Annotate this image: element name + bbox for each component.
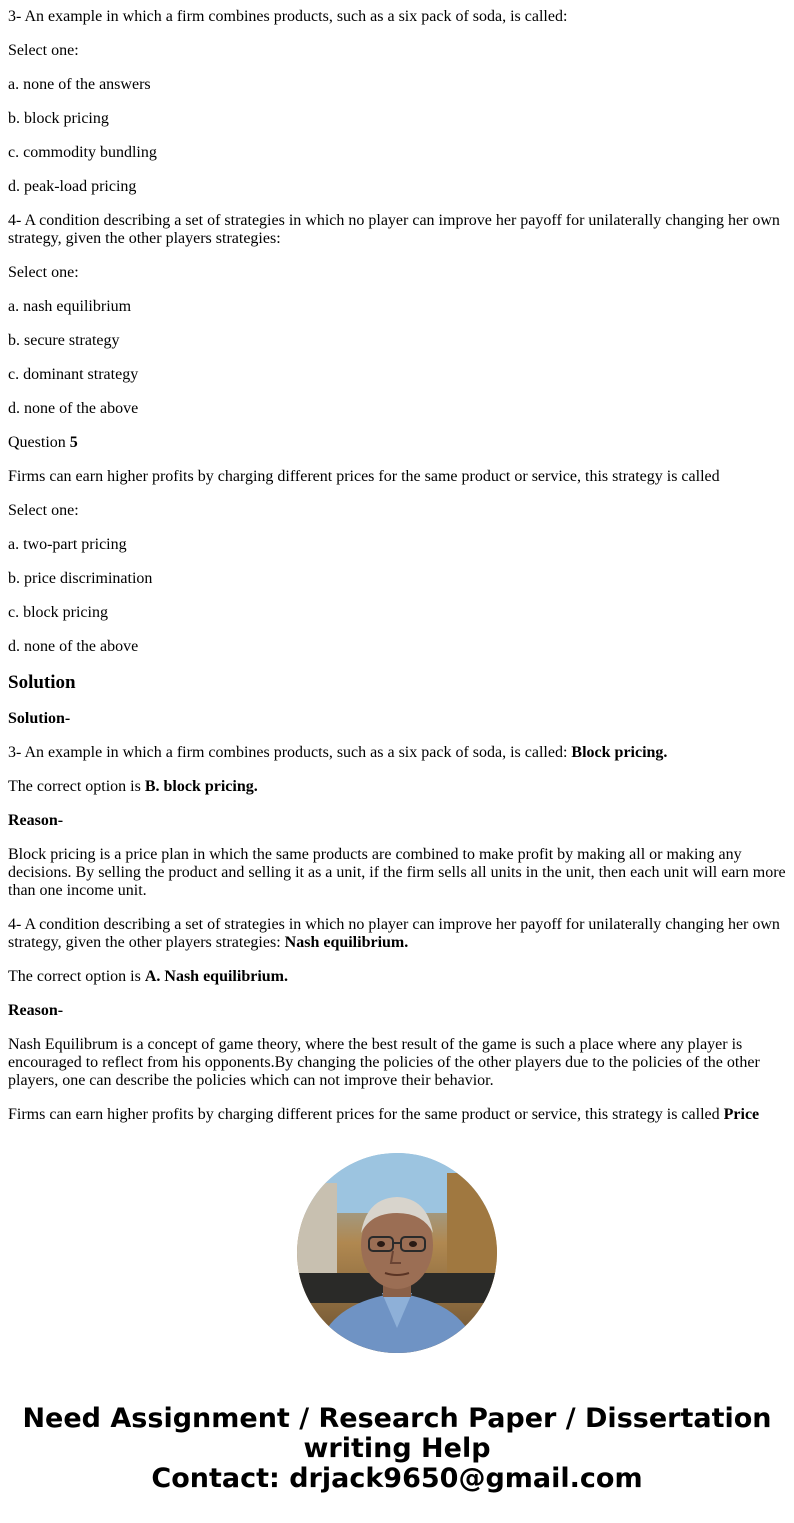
q4-option-b: b. secure strategy [8, 332, 120, 349]
q4-prompt: 4- A condition describing a set of strategies in which no player can improve her payoff for unilaterally changing her own strategy, given the other players strategies: [8, 212, 780, 247]
q5-number: 5 [69, 434, 78, 451]
a4-correct-prefix: The correct option is [8, 968, 145, 985]
a3-statement [8, 744, 788, 762]
q5-option-a: a. two-part pricing [8, 536, 127, 553]
a4-correct [8, 968, 788, 986]
a4-statement [8, 916, 788, 952]
q4-option-d: d. none of the above [8, 400, 139, 417]
author-photo [297, 1153, 497, 1353]
a4-text: 4- A condition describing a set of strategies in which no player can improve her payoff for unilaterally changing her own strategy, given the other players strategies: [8, 916, 780, 951]
promo-banner [0, 1404, 794, 1494]
q4-select-one: Select one: [8, 264, 79, 281]
q5-option-b: b. price discrimination [8, 570, 153, 587]
a3-correct [8, 778, 788, 796]
a3-text: 3- An example in which a firm combines products, such as a six pack of soda, is called: [8, 744, 572, 761]
a5-answer: Price [723, 1106, 760, 1123]
q3-prompt: 3- An example in which a firm combines products, such as a six pack of soda, is called: [8, 8, 568, 25]
q4-option-c: c. dominant strategy [8, 366, 139, 383]
q3-option-b: b. block pricing [8, 110, 109, 127]
a5-statement [8, 1106, 788, 1124]
a3-correct-option: B. block pricing. [144, 778, 258, 795]
document-body [8, 0, 788, 1124]
q5-option-d: d. none of the above [8, 638, 139, 655]
a4-reason: Nash Equilibrum is a concept of game theory, where the best result of the game is such a place where any player is encouraged to reflect from his opponents.By changing the policies of the other players due to the policies of the other players, one can describe the policies which can not improve their behavior. [8, 1036, 760, 1089]
a3-correct-prefix: The correct option is [8, 778, 145, 795]
q4-option-a: a. nash equilibrium [8, 298, 132, 315]
q5-label: Question [8, 434, 66, 451]
solution-label: Solution- [8, 710, 71, 727]
a4-answer: Nash equilibrium. [284, 934, 409, 951]
a5-text: Firms can earn higher profits by charging different prices for the same product or service, this strategy is called [8, 1106, 724, 1123]
a4-correct-option: A. Nash equilibrium. [144, 968, 288, 985]
a3-answer: Block pricing. [571, 744, 668, 761]
q5-select-one: Select one: [8, 502, 79, 519]
q3-select-one: Select one: [8, 42, 79, 59]
q5-prompt: Firms can earn higher profits by charging different prices for the same product or service, this strategy is called [8, 468, 720, 485]
promo-line-2: writing Help [303, 1433, 491, 1464]
q5-heading [8, 434, 788, 452]
promo-line-1: Need Assignment / Research Paper / Dissertation [22, 1403, 772, 1434]
q3-option-c: c. commodity bundling [8, 144, 157, 161]
avatar [297, 1153, 497, 1353]
a4-reason-label: Reason- [8, 1002, 64, 1019]
q3-option-d: d. peak-load pricing [8, 178, 137, 195]
q3-option-a: a. none of the answers [8, 76, 151, 93]
a3-reason-label: Reason- [8, 812, 64, 829]
a3-reason: Block pricing is a price plan in which the same products are combined to make profit by making all or making any decisions. By selling the product and selling it as a unit, if the firm sells all units in the unit, then each unit will earn more than one income unit. [8, 846, 786, 899]
solution-heading: Solution [8, 672, 76, 693]
q5-option-c: c. block pricing [8, 604, 108, 621]
promo-contact: Contact: drjack9650@gmail.com [151, 1463, 643, 1494]
